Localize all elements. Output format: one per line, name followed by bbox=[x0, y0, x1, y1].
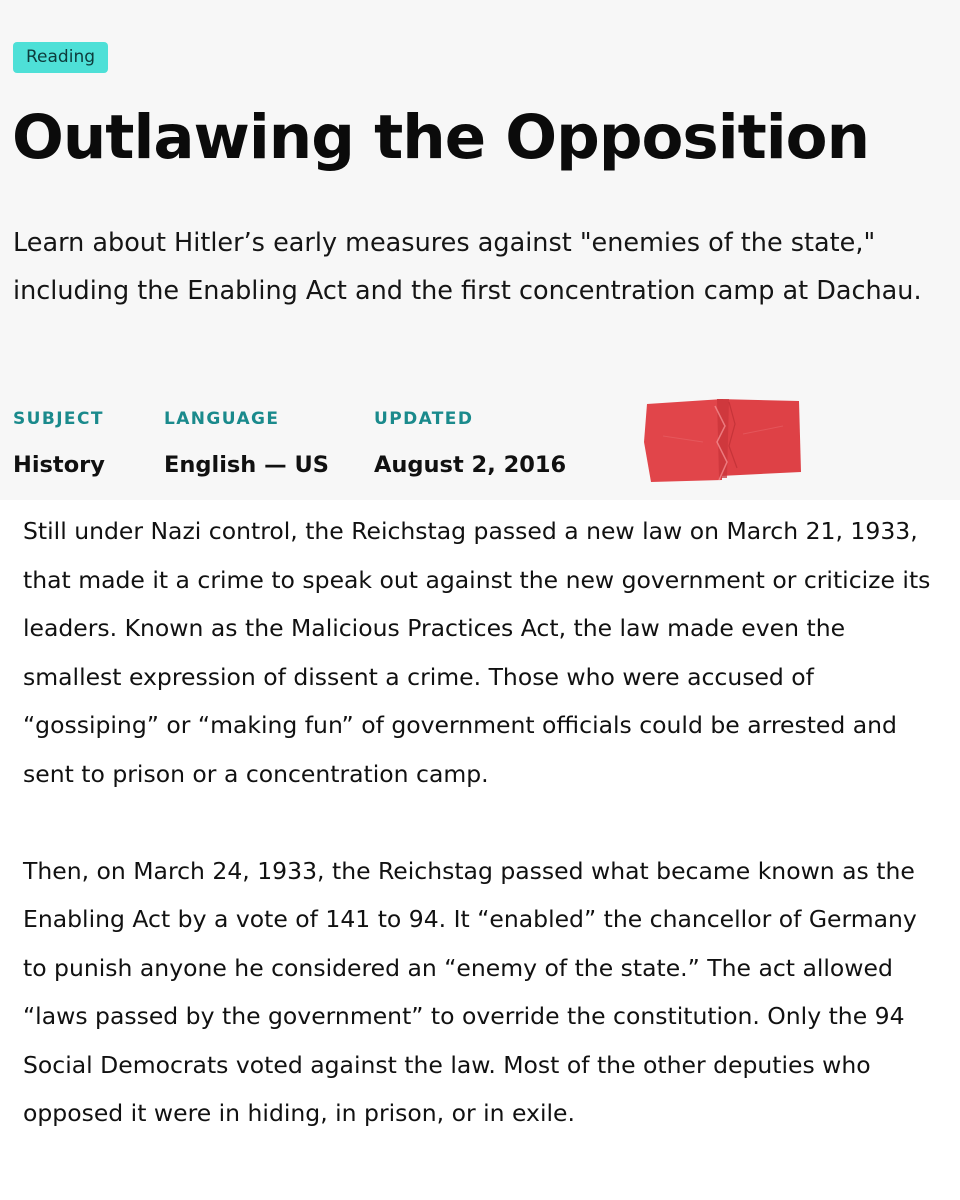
meta-language-label: LANGUAGE bbox=[164, 409, 280, 429]
meta-updated-value: August 2, 2016 bbox=[374, 452, 567, 478]
meta-subject-label: SUBJECT bbox=[13, 409, 104, 429]
article-body bbox=[23, 507, 943, 1186]
meta-updated bbox=[374, 405, 566, 481]
red-tape-icon bbox=[643, 396, 801, 482]
content-type-tag[interactable]: Reading bbox=[13, 42, 108, 73]
meta-subject bbox=[13, 405, 105, 481]
article-header bbox=[0, 0, 960, 500]
meta-subject-value[interactable]: History bbox=[13, 452, 105, 478]
meta-updated-label: UPDATED bbox=[374, 409, 474, 429]
body-paragraph: Then, on March 24, 1933, the Reichstag passed what became known as the Enabling Act by a vote of 141 to 94. It “enabled” the chancellor of Germany to punish anyone he considered an “enemy of the state.” The act allowed “laws passed by the government” to override the constitution. Only the 94 Social Democrats voted against the law. Most of the other deputies who opposed it were in hiding, in prison, or in exile. bbox=[23, 856, 917, 1127]
meta-language-value: English — US bbox=[164, 452, 329, 478]
meta-language bbox=[164, 405, 329, 481]
page-title: Outlawing the Opposition bbox=[12, 102, 870, 173]
page-subtitle: Learn about Hitler’s early measures against "enemies of the state," including the Enabling Act and the first concentration camp at Dachau. bbox=[13, 228, 922, 306]
body-paragraph: Still under Nazi control, the Reichstag passed a new law on March 21, 1933, that made it a crime to speak out against the new government or criticize its leaders. Known as the Malicious Practices Act, the law made even the smallest expression of dissent a crime. Those who were accused of “gossiping” or “making fun” of government officials could be arrested and sent to prison or a concentration camp. bbox=[23, 517, 931, 788]
